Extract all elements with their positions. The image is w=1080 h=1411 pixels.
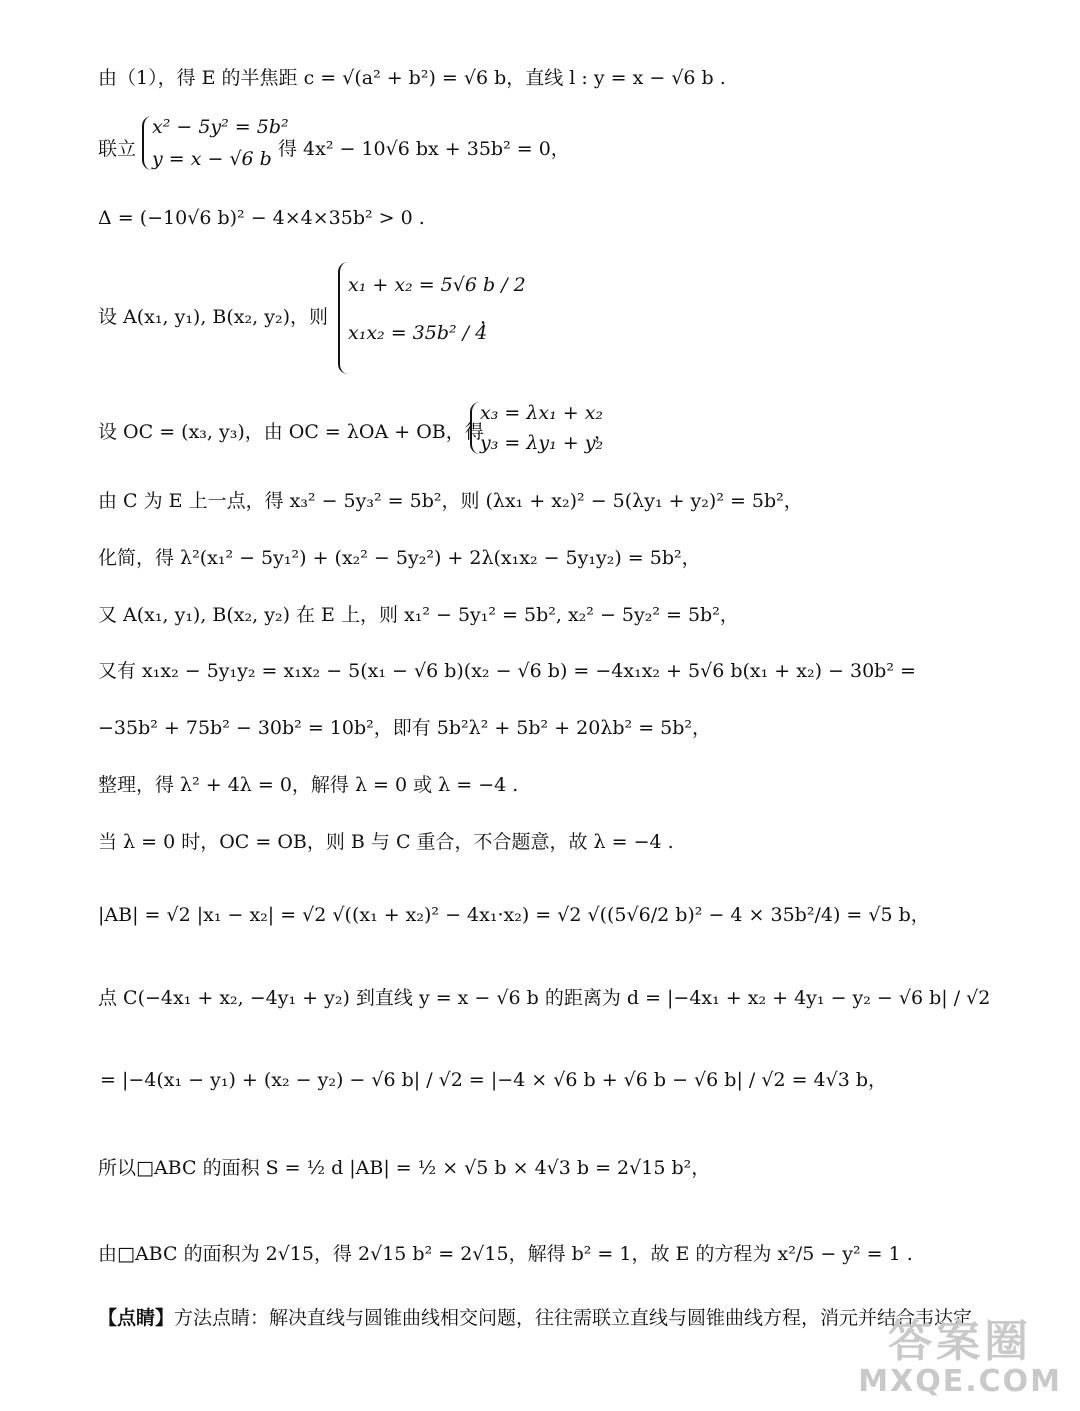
equation-system-1 [142,116,289,170]
text-line-10: −35b² + 75b² − 30b² = 10b²，即有 5b²λ² + 5b² + 20λb² = 5b²， [98,717,712,739]
text-line-7: 化简，得 λ²(x₁² − 5y₁²) + (x₂² − 5y₂²) + 2λ(x₁x₂ − 5y₁y₂) = 5b²， [98,547,701,569]
note-label: 【点睛】 [98,1307,175,1329]
text-line-12: 当 λ = 0 时，OC = OB，则 B 与 C 重合，不合题意，故 λ = −4 . [98,831,674,853]
note-text: 方法点睛：解决直线与圆锥曲线相交问题，往往需联立直线与圆锥曲线方程，消元并结合韦达定 [174,1307,973,1329]
text-line-2-label: 联立 [98,138,137,160]
note-line [98,1306,972,1331]
system-3-row-1: x₃ = λx₁ + x₂ [480,402,604,424]
text-line-1: 由（1），得 E 的半焦距 c = √(a² + b²) = √6 b，直线 l : y = x − √6 b . [98,67,726,89]
text-line-16: 所以□ABC 的面积 S = ½ d |AB| = ½ × √5 b × 4√3 b = 2√15 b²， [98,1157,711,1179]
site-watermark [858,1316,1062,1399]
system-2-row-2: x₁x₂ = 35b² / 4 [348,322,488,344]
watermark-logo-text: 答案圈 [888,1316,1033,1368]
text-line-5-label: 设 OC = (x₃, y₃)，由 OC = λOA + OB，得 [98,421,484,443]
text-line-4-label: 设 A(x₁, y₁), B(x₂, y₂)，则 [98,306,328,328]
system-2-row-1: x₁ + x₂ = 5√6 b / 2 [348,274,526,296]
text-line-11: 整理，得 λ² + 4λ = 0，解得 λ = 0 或 λ = −4 . [98,774,519,796]
text-line-17: 由□ABC 的面积为 2√15，得 2√15 b² = 2√15，解得 b² = 1，故 E 的方程为 x²/5 − y² = 1 . [98,1243,913,1265]
system-1-row-1: x² − 5y² = 5b² [152,116,289,138]
text-line-14: 点 C(−4x₁ + x₂, −4y₁ + y₂) 到直线 y = x − √6 b 的距离为 d = |−4x₁ + x₂ + 4y₁ − y₂ − √6 b| / √2 [98,987,991,1009]
text-line-2-result: 得 4x² − 10√6 bx + 35b² = 0， [278,138,570,160]
text-line-8: 又 A(x₁, y₁), B(x₂, y₂) 在 E 上，则 x₁² − 5y₁² = 5b², x₂² − 5y₂² = 5b²， [98,604,739,626]
text-line-13: |AB| = √2 |x₁ − x₂| = √2 √((x₁ + x₂)² − 4x₁·x₂) = √2 √((5√6/2 b)² − 4 × 35b²/4) = √5 b， [98,904,930,926]
text-line-6: 由 C 为 E 上一点，得 x₃² − 5y₃² = 5b²，则 (λx₁ + x₂)² − 5(λy₁ + y₂)² = 5b²， [98,490,803,512]
text-line-3: Δ = (−10√6 b)² − 4×4×35b² > 0 . [98,207,425,229]
text-line-15: = |−4(x₁ − y₁) + (x₂ − y₂) − √6 b| / √2 = |−4 × √6 b + √6 b − √6 b| / √2 = 4√3 b， [100,1069,888,1091]
watermark-url: MXQE.COM [858,1363,1062,1399]
system-3-row-2: y₃ = λy₁ + y₂ [480,432,604,454]
text-line-9: 又有 x₁x₂ − 5y₁y₂ = x₁x₂ − 5(x₁ − √6 b)(x₂ − √6 b) = −4x₁x₂ + 5√6 b(x₁ + x₂) − 30b² = [98,660,916,682]
text-line-5-tail: ， [594,421,614,443]
text-line-4-tail: ， [480,306,500,328]
equation-system-3 [470,402,603,454]
system-1-row-2: y = x − √6 b [152,148,272,170]
